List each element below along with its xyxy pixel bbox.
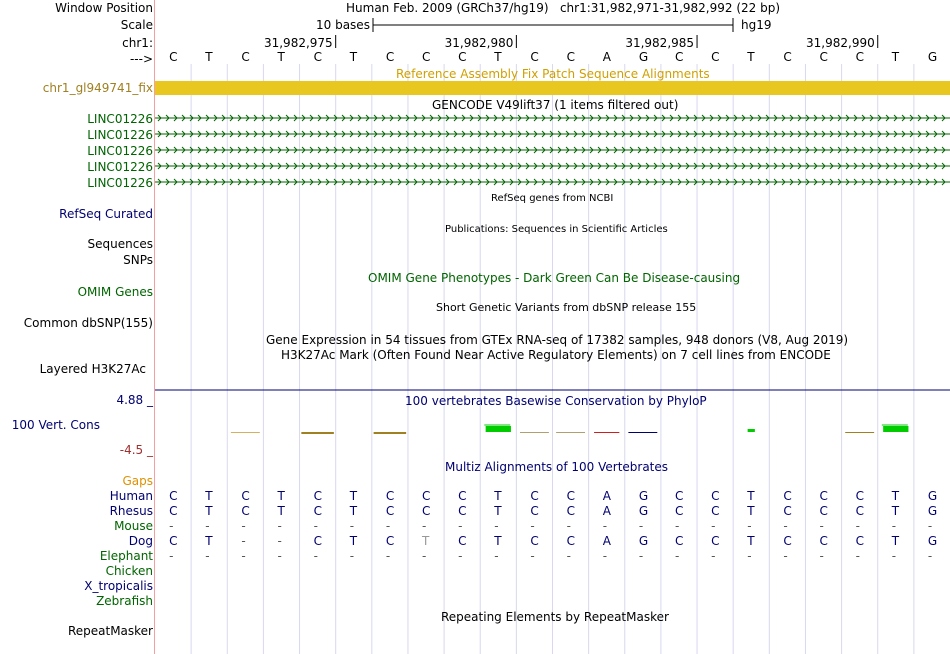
- species-base: T: [891, 489, 900, 503]
- species-base: C: [855, 504, 865, 518]
- species-base: -: [385, 549, 391, 563]
- repeatmasker-title: Repeating Elements by RepeatMasker: [441, 610, 669, 624]
- phylop-bar: [486, 426, 511, 432]
- window-position-text: Human Feb. 2009 (GRCh37/hg19) chr1:31,982,971-31,982,992 (22 bp): [346, 1, 781, 15]
- species-base: C: [566, 489, 575, 503]
- species-base: C: [674, 534, 684, 548]
- species-base: C: [711, 504, 720, 518]
- gaps-label: Gaps: [122, 474, 153, 488]
- species-base: C: [458, 489, 467, 503]
- species-base: C: [566, 534, 575, 548]
- species-base: T: [349, 534, 358, 548]
- species-label[interactable]: Elephant: [99, 549, 153, 563]
- species-base: -: [169, 549, 174, 563]
- species-base: C: [458, 504, 467, 518]
- scale-label: Scale: [120, 18, 153, 32]
- species-base: -: [638, 519, 644, 533]
- snps-track-label[interactable]: SNPs: [123, 253, 153, 267]
- species-base: C: [458, 534, 467, 548]
- species-base: C: [385, 534, 395, 548]
- species-base: -: [422, 549, 427, 563]
- gencode-gene-label[interactable]: LINC01226: [87, 176, 153, 190]
- reference-base: C: [566, 50, 575, 64]
- species-base: -: [494, 549, 499, 563]
- species-label[interactable]: X_tropicalis: [84, 579, 153, 593]
- species-base: -: [205, 519, 210, 533]
- species-base: -: [602, 519, 608, 533]
- phylop-bar: [845, 432, 874, 433]
- strand-arrow-label: --->: [129, 52, 153, 66]
- species-base: -: [349, 519, 355, 533]
- species-base: -: [494, 519, 499, 533]
- species-base: G: [638, 489, 649, 503]
- species-base: T: [747, 504, 755, 518]
- ruler-tick-label: 31,982,975: [263, 36, 333, 50]
- species-base: T: [891, 534, 900, 548]
- species-base: G: [927, 504, 938, 518]
- repeatmasker-track-label[interactable]: RepeatMasker: [67, 624, 153, 638]
- phylop-title: 100 vertebrates Basewise Conservation by PhyloP: [405, 394, 707, 408]
- species-base: T: [494, 504, 502, 518]
- phylop-bar: [628, 432, 657, 433]
- species-label[interactable]: Dog: [128, 534, 153, 548]
- species-base: C: [783, 489, 792, 503]
- species-base: T: [205, 504, 213, 518]
- h3k27ac-title: H3K27Ac Mark (Often Found Near Active Regulatory Elements) on 7 cell lines from ENCODE: [281, 348, 831, 362]
- ruler-tick-label: 31,982,990: [806, 36, 875, 50]
- dbsnp-track-label[interactable]: Common dbSNP(155): [23, 316, 153, 330]
- phylop-bar: [594, 432, 619, 433]
- species-label[interactable]: Human: [109, 489, 153, 503]
- refseq-track-label[interactable]: RefSeq Curated: [59, 207, 153, 221]
- reference-base: C: [855, 50, 865, 64]
- species-base: C: [313, 489, 322, 503]
- phylop-track-label[interactable]: 100 Vert. Cons: [11, 418, 100, 432]
- species-base: C: [819, 489, 828, 503]
- species-label[interactable]: Zebrafish: [96, 594, 153, 608]
- sequences-track-label[interactable]: Sequences: [87, 237, 153, 251]
- species-base: -: [783, 519, 788, 533]
- species-base: -: [674, 549, 680, 563]
- species-base: T: [494, 534, 502, 548]
- species-base: -: [205, 549, 210, 563]
- species-base: C: [385, 489, 395, 503]
- omim-track-label[interactable]: OMIM Genes: [77, 285, 153, 299]
- species-base: T: [747, 534, 755, 548]
- species-base: -: [458, 519, 463, 533]
- species-base: -: [241, 549, 246, 563]
- species-base: C: [169, 504, 178, 518]
- species-base: C: [819, 534, 828, 548]
- scale-db-text: hg19: [741, 18, 772, 32]
- chrom-label: chr1:: [122, 36, 153, 50]
- species-base: T: [422, 534, 430, 548]
- species-base: C: [566, 504, 575, 518]
- species-base: C: [313, 534, 322, 548]
- species-base: T: [277, 504, 285, 518]
- gencode-gene-label[interactable]: LINC01226: [87, 112, 153, 126]
- species-base: -: [566, 549, 571, 563]
- phylop-bar: [374, 432, 407, 434]
- species-base: -: [385, 519, 391, 533]
- gencode-gene-label[interactable]: LINC01226: [87, 160, 153, 174]
- species-base: C: [711, 489, 720, 503]
- reference-base: T: [205, 50, 213, 64]
- species-base: C: [855, 534, 865, 548]
- h3k27ac-track-label[interactable]: Layered H3K27Ac: [39, 362, 146, 376]
- species-base: -: [855, 549, 860, 563]
- window-position-label: Window Position: [55, 1, 153, 15]
- phylop-bar: [883, 426, 908, 432]
- phylop-min-label: -4.5 _: [119, 443, 153, 457]
- phylop-bar: [301, 432, 334, 434]
- species-base: -: [602, 549, 608, 563]
- fix-patch-bar: [155, 81, 950, 95]
- reference-base: C: [711, 50, 720, 64]
- gencode-gene-label[interactable]: LINC01226: [87, 128, 153, 142]
- species-base: T: [747, 489, 755, 503]
- fix-patch-label[interactable]: chr1_gl949741_fix: [42, 81, 153, 95]
- species-base: C: [422, 489, 431, 503]
- species-base: C: [241, 489, 250, 503]
- species-base: A: [602, 534, 611, 548]
- species-base: -: [891, 549, 897, 563]
- gtex-title: Gene Expression in 54 tissues from GTEx RNA-seq of 17382 samples, 948 donors (V8, Aug 2019): [266, 333, 849, 347]
- species-base: -: [819, 519, 824, 533]
- reference-base: A: [602, 50, 611, 64]
- species-base: -: [674, 519, 680, 533]
- multiz-title: Multiz Alignments of 100 Vertebrates: [445, 460, 669, 474]
- species-base: -: [566, 519, 571, 533]
- scale-bases-text: 10 bases: [316, 18, 370, 32]
- species-base: C: [674, 489, 684, 503]
- reference-base: T: [891, 50, 900, 64]
- species-base: G: [927, 489, 938, 503]
- species-base: -: [422, 519, 427, 533]
- gencode-gene-label[interactable]: LINC01226: [87, 144, 153, 158]
- species-base: C: [422, 504, 431, 518]
- reference-base: C: [783, 50, 792, 64]
- species-base: C: [819, 504, 828, 518]
- phylop-bar: [748, 429, 755, 432]
- species-base: -: [277, 534, 282, 548]
- reference-base: T: [277, 50, 285, 64]
- species-base: T: [494, 489, 502, 503]
- species-base: -: [349, 549, 355, 563]
- species-base: T: [891, 504, 900, 518]
- reference-base: T: [349, 50, 358, 64]
- reference-base: C: [385, 50, 395, 64]
- species-base: T: [349, 489, 358, 503]
- species-base: -: [927, 519, 933, 533]
- species-base: -: [277, 519, 282, 533]
- reference-base: C: [530, 50, 539, 64]
- species-base: -: [711, 549, 716, 563]
- species-base: -: [747, 519, 752, 533]
- species-base: -: [855, 519, 860, 533]
- reference-base: C: [241, 50, 250, 64]
- gencode-title: GENCODE V49lift37 (1 items filtered out): [432, 98, 679, 112]
- species-base: C: [169, 534, 178, 548]
- reference-base: C: [422, 50, 431, 64]
- phylop-bar: [231, 432, 260, 433]
- species-base: T: [205, 534, 213, 548]
- species-base: C: [530, 534, 539, 548]
- species-base: -: [927, 549, 933, 563]
- species-base: C: [674, 504, 684, 518]
- omim-title: OMIM Gene Phenotypes - Dark Green Can Be Disease-causing: [368, 271, 741, 285]
- species-base: -: [458, 549, 463, 563]
- species-base: C: [241, 504, 250, 518]
- reference-base: T: [747, 50, 755, 64]
- reference-base: G: [638, 50, 649, 64]
- species-base: -: [169, 519, 174, 533]
- reference-base: G: [927, 50, 938, 64]
- species-base: -: [819, 549, 824, 563]
- species-base: -: [638, 549, 644, 563]
- dbsnp-title: Short Genetic Variants from dbSNP release 155: [436, 301, 697, 314]
- species-base: G: [927, 534, 938, 548]
- reference-base: C: [313, 50, 322, 64]
- publications-title: Publications: Sequences in Scientific Articles: [445, 224, 668, 235]
- species-base: -: [313, 519, 318, 533]
- species-base: C: [855, 489, 865, 503]
- species-base: A: [602, 489, 611, 503]
- species-base: C: [530, 504, 539, 518]
- species-base: T: [277, 489, 285, 503]
- species-base: -: [747, 549, 752, 563]
- species-base: C: [169, 489, 178, 503]
- species-base: G: [638, 504, 649, 518]
- phylop-bar: [520, 432, 549, 433]
- species-base: C: [783, 504, 792, 518]
- species-base: A: [602, 504, 611, 518]
- reference-base: C: [458, 50, 467, 64]
- species-base: C: [385, 504, 395, 518]
- species-base: -: [241, 534, 246, 548]
- species-base: T: [205, 489, 213, 503]
- species-label[interactable]: Mouse: [114, 519, 153, 533]
- phylop-bar: [556, 432, 585, 433]
- species-base: C: [313, 504, 322, 518]
- species-base: C: [530, 489, 539, 503]
- species-base: -: [891, 519, 897, 533]
- species-label[interactable]: Rhesus: [109, 504, 153, 518]
- reference-base: C: [819, 50, 828, 64]
- species-base: -: [241, 519, 246, 533]
- reference-base: C: [674, 50, 684, 64]
- species-base: -: [313, 549, 318, 563]
- ruler-tick-label: 31,982,985: [625, 36, 695, 50]
- reference-base: T: [494, 50, 502, 64]
- species-base: -: [530, 519, 535, 533]
- ruler-tick-label: 31,982,980: [444, 36, 514, 50]
- species-base: T: [349, 504, 358, 518]
- species-base: -: [783, 549, 788, 563]
- species-base: G: [638, 534, 649, 548]
- species-base: C: [783, 534, 792, 548]
- reference-base: C: [169, 50, 178, 64]
- species-base: -: [277, 549, 282, 563]
- fix-patch-title: Reference Assembly Fix Patch Sequence Alignments: [396, 67, 710, 81]
- phylop-max-label: 4.88 _: [116, 393, 153, 407]
- species-base: -: [530, 549, 535, 563]
- species-base: C: [711, 534, 720, 548]
- refseq-title: RefSeq genes from NCBI: [491, 193, 614, 204]
- species-base: -: [711, 519, 716, 533]
- species-label[interactable]: Chicken: [105, 564, 153, 578]
